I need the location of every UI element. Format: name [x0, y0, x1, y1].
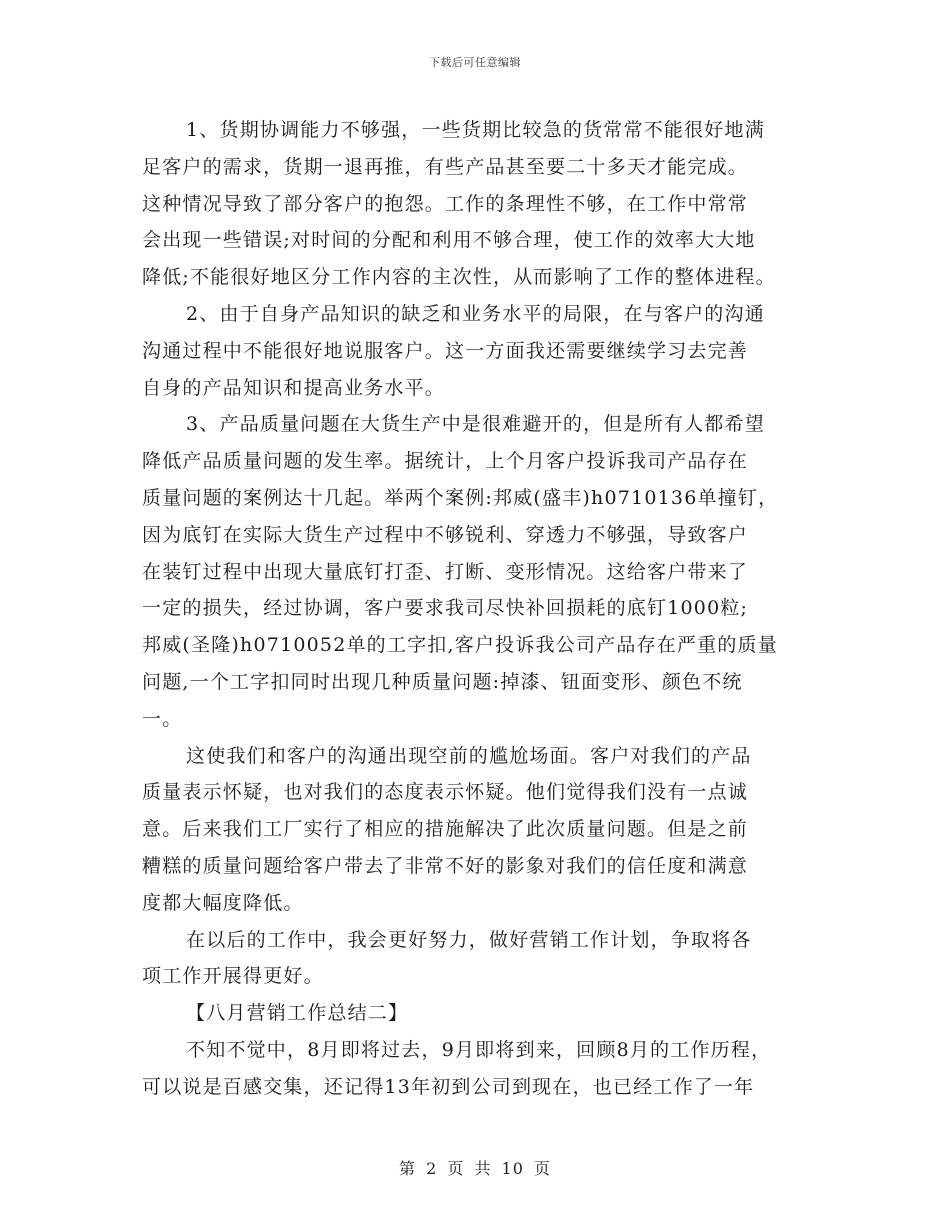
section-heading: 【八月营销工作总结二】	[186, 1002, 409, 1025]
text-line: 一。	[142, 707, 183, 730]
text-line: 沟通过程中不能很好地说服客户。这一方面我还需要继续学习去完善	[142, 339, 749, 362]
text-line: 因为底钉在实际大货生产过程中不够锐利、穿透力不够强，导致客户	[142, 523, 749, 546]
text-line: 在以后的工作中，我会更好努力，做好营销工作计划，争取将各	[186, 928, 752, 951]
text-line: 自身的产品知识和提高业务水平。	[142, 376, 446, 399]
document-body	[142, 112, 814, 1106]
text-line: 质量问题的案例达十几起。举两个案例:邦威(盛丰)h0710136单撞钉，	[142, 486, 779, 509]
text-line: 3、产品质量问题在大货生产中是很难避开的，但是所有人都希望	[186, 413, 765, 436]
text-line: 质量表示怀疑，也对我们的态度表示怀疑。他们觉得我们没有一点诚	[142, 781, 749, 804]
text-line: 降低产品质量问题的发生率。据统计，上个月客户投诉我司产品存在	[142, 450, 749, 473]
text-line: 这种情况导致了部分客户的抱怨。工作的条理性不够，在工作中常常	[142, 192, 749, 215]
page-number: 第 2 页 共 10 页	[399, 1159, 551, 1178]
text-line: 可以说是百感交集，还记得13年初到公司到现在，也已经工作了一年	[142, 1075, 755, 1098]
text-line: 降低;不能很好地区分工作内容的主次性，从而影响了工作的整体进程。	[142, 266, 776, 289]
text-line: 会出现一些错误;对时间的分配和利用不够合理，使工作的效率大大地	[142, 229, 756, 252]
text-line: 度都大幅度降低。	[142, 891, 304, 914]
text-line: 足客户的需求，货期一退再推，有些产品甚至要二十多天才能完成。	[142, 155, 749, 178]
text-line: 这使我们和客户的沟通出现空前的尴尬场面。客户对我们的产品	[186, 744, 752, 767]
text-line: 1、货期协调能力不够强，一些货期比较急的货常常不能很好地满	[186, 119, 765, 141]
text-line: 邦威(圣隆)h0710052单的工字扣,客户投诉我公司产品存在严重的质量	[142, 634, 778, 657]
text-line: 项工作开展得更好。	[142, 965, 324, 988]
text-line: 2、由于自身产品知识的缺乏和业务水平的局限，在与客户的沟通	[186, 302, 765, 325]
text-line: 在装钉过程中出现大量底钉打歪、打断、变形情况。这给客户带来了	[142, 560, 749, 583]
text-line: 糟糕的质量问题给客户带去了非常不好的影象对我们的信任度和满意	[142, 854, 749, 877]
text-line: 一定的损失，经过协调，客户要求我司尽快补回损耗的底钉1000粒;	[142, 597, 749, 620]
page-header: 下载后可任意编辑	[429, 56, 521, 69]
text-line: 意。后来我们工厂实行了相应的措施解决了此次质量问题。但是之前	[142, 818, 749, 841]
text-line: 问题,一个工字扣同时出现几种质量问题:掉漆、钮面变形、颜色不统	[142, 670, 743, 693]
text-line: 不知不觉中，8月即将过去，9月即将到来，回顾8月的工作历程，	[186, 1038, 772, 1061]
